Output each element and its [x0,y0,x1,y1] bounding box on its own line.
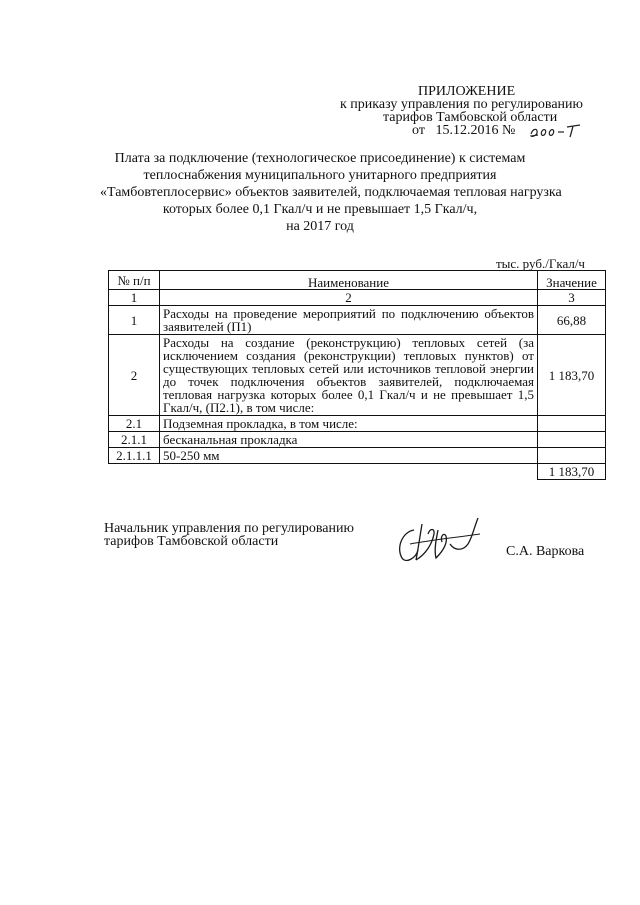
date-prefix: от [412,123,425,138]
row-num: 2.1 [109,416,160,432]
title-line-2: теплоснабжения муниципального унитарного предприятия [143,168,497,183]
row-value: 66,88 [538,306,606,335]
table-row [109,416,606,432]
order-date-line [412,123,515,139]
signer-name: С.А. Варкова [506,544,585,559]
order-date: 15.12.2016 [435,123,499,138]
tariff-table [108,270,606,480]
signer-position-line-1: Начальник управления по регулированию [104,521,354,536]
table-row [109,335,606,416]
extra-value-cell: 1 183,70 [538,464,606,480]
table-row [109,306,606,335]
row-num: 2.1.1 [109,432,160,448]
row-value [538,432,606,448]
index-value: 3 [538,290,606,306]
row-name: Расходы на создание (реконструкцию) тепловых сетей (за исключением создания (реконструкции) тепловых пунктов) от существующих тепловых сетей или источников тепловой энергии до точек подключения объектов заявителей, подключаемая тепловая нагрузка которых более 0,1 Гкал/ч и не превышает 1,5 Гкал/ч, (П2.1), в том числе: [160,335,538,416]
table-extra-row [109,464,606,480]
row-value: 1 183,70 [538,335,606,416]
row-value [538,448,606,464]
header-value: Значение [538,271,606,290]
title-line-1: Плата за подключение (технологическое присоединение) к системам [114,151,526,166]
table-header-row [109,271,606,290]
row-value [538,416,606,432]
row-name: Расходы на проведение мероприятий по подключению объектов заявителей (П1) [160,306,538,335]
table-index-row [109,290,606,306]
row-name: бесканальная прокладка [160,432,538,448]
row-num: 2 [109,335,160,416]
appendix-line-2: тарифов Тамбовской области [383,110,558,125]
row-num: 1 [109,306,160,335]
units-label: тыс. руб./Гкал/ч [496,256,585,271]
row-name: 50-250 мм [160,448,538,464]
row-num: 2.1.1.1 [109,448,160,464]
handwritten-order-number [528,122,590,140]
index-name: 2 [160,290,538,306]
table-row [109,448,606,464]
handwritten-signature [392,514,492,566]
index-num: 1 [109,290,160,306]
title-line-4: которых более 0,1 Гкал/ч и не превышает 1,5 Гкал/ч, [162,202,478,217]
title-line-3: «Тамбовтеплосервис» объектов заявителей, подключаемая тепловая нагрузка [100,185,562,200]
header-num: № п/п [109,271,160,290]
appendix-line-1: к приказу управления по регулированию [340,97,583,112]
row-name: Подземная прокладка, в том числе: [160,416,538,432]
appendix-title: ПРИЛОЖЕНИЕ [418,84,516,99]
number-sign: № [501,123,516,138]
title-line-5: на 2017 год [286,219,354,234]
header-name: Наименование [160,271,538,290]
document-title [100,150,562,235]
table-row [109,432,606,448]
signer-position-line-2: тарифов Тамбовской области [104,534,279,549]
